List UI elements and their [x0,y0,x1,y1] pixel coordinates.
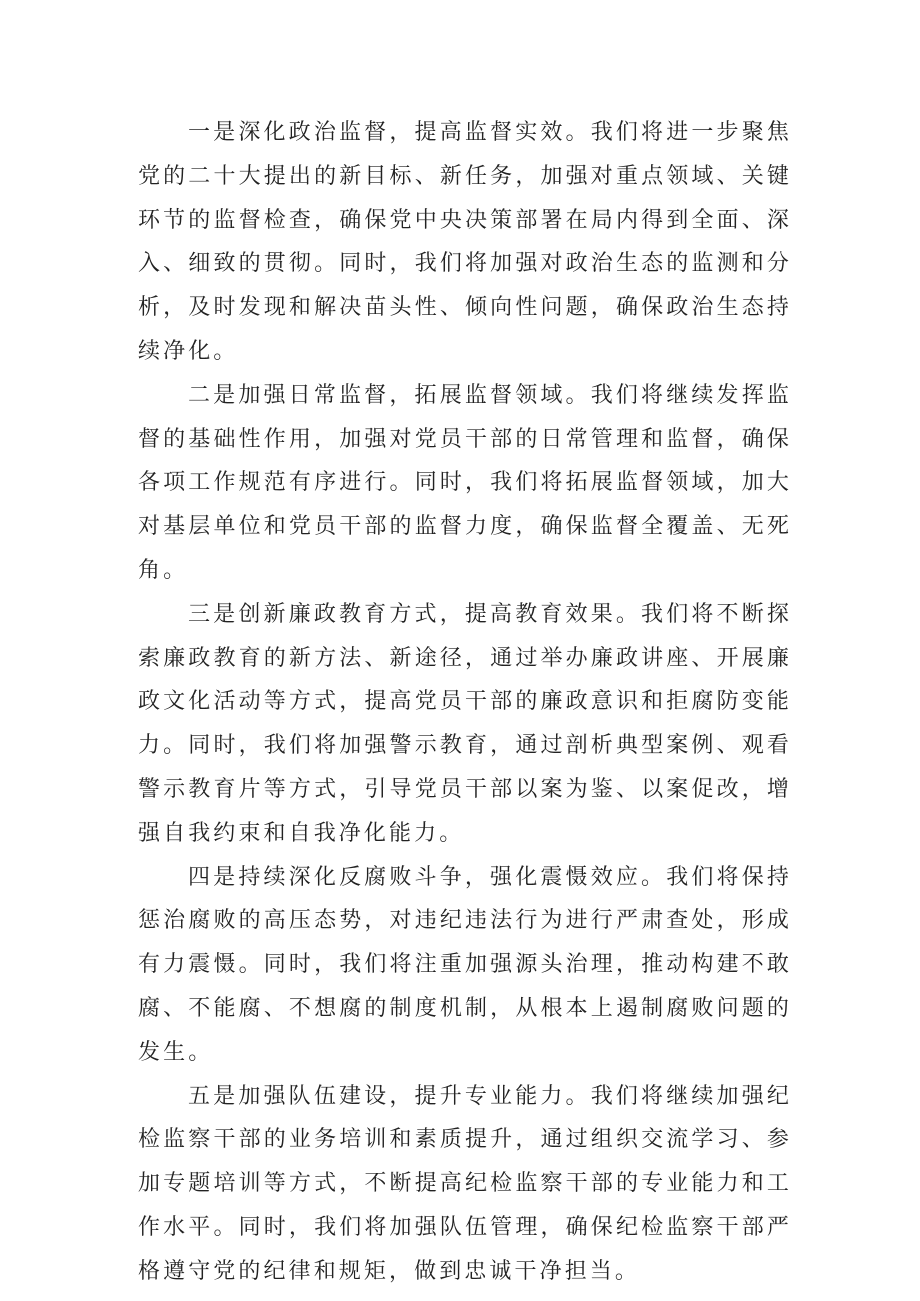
paragraph-4: 四是持续深化反腐败斗争，强化震慑效应。我们将保持惩治腐败的高压态势，对违纪违法行为进行严肃查处，形成有力震慑。同时，我们将注重加强源头治理，推动构建不敢腐、不能腐、不想腐的制度机制，从根本上遏制腐败问题的发生。 [138,864,792,1065]
paragraph-3: 三是创新廉政教育方式，提高教育效果。我们将不断探索廉政教育的新方法、新途径，通过举办廉政讲座、开展廉政文化活动等方式，提高党员干部的廉政意识和拒腐防变能力。同时，我们将加强警示教育，通过剖析典型案例、观看警示教育片等方式，引导党员干部以案为鉴、以案促改，增强自我约束和自我净化能力。 [138,601,792,846]
paragraph-5: 五是加强队伍建设，提升专业能力。我们将继续加强纪检监察干部的业务培训和素质提升，通过组织交流学习、参加专题培训等方式，不断提高纪检监察干部的专业能力和工作水平。同时，我们将加强队伍管理，确保纪检监察干部严格遵守党的纪律和规矩，做到忠诚干净担当。 [138,1083,792,1284]
paragraph-1: 一是深化政治监督，提高监督实效。我们将进一步聚焦党的二十大提出的新目标、新任务，加强对重点领域、关键环节的监督检查，确保党中央决策部署在局内得到全面、深入、细致的贯彻。同时，我们将加强对政治生态的监测和分析，及时发现和解决苗头性、倾向性问题，确保政治生态持续净化。 [138,120,792,364]
document-body [138,111,792,1294]
paragraph-2: 二是加强日常监督，拓展监督领域。我们将继续发挥监督的基础性作用，加强对党员干部的日常管理和监督，确保各项工作规范有序进行。同时，我们将拓展监督领域，加大对基层单位和党员干部的监督力度，确保监督全覆盖、无死角。 [138,382,792,583]
